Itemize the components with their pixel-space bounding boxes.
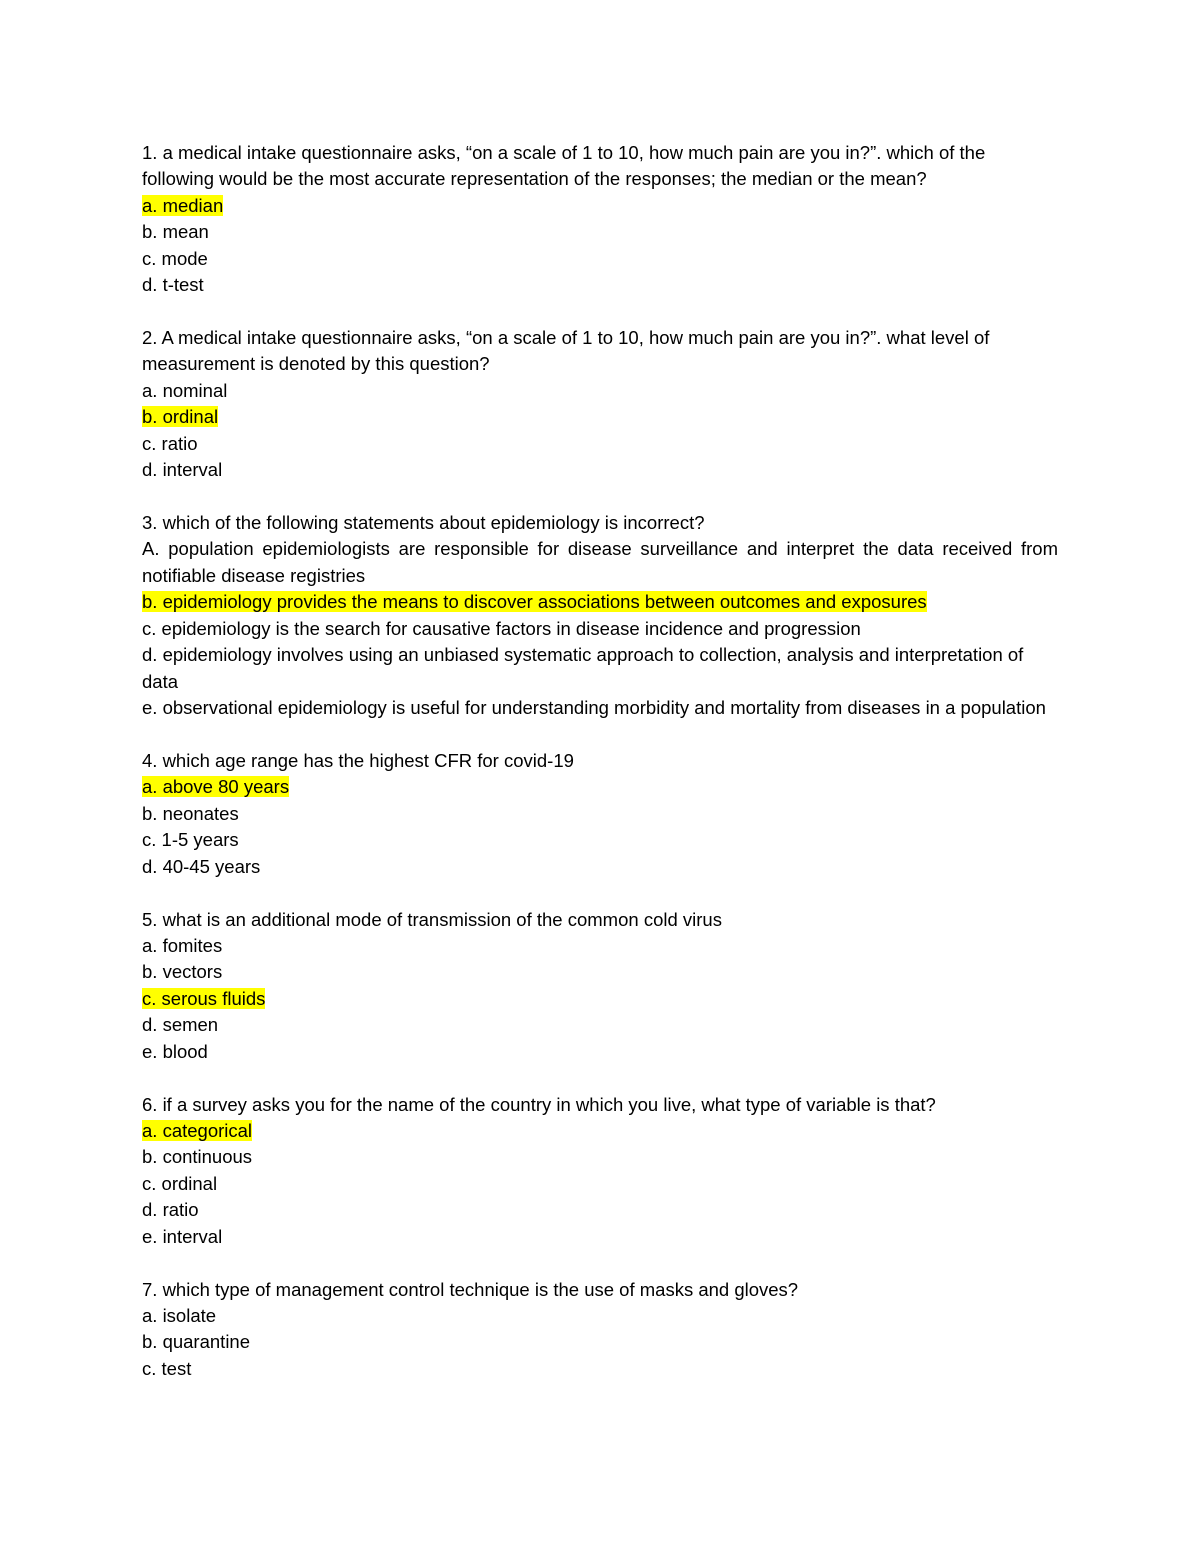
question-stem: 6. if a survey asks you for the name of the country in which you live, what type of variable is that? [142,1093,936,1115]
answer-option: c. epidemiology is the search for causative factors in disease incidence and progression [142,617,861,639]
question-stem: 3. which of the following statements about epidemiology is incorrect? [142,512,705,534]
answer-option: a. isolate [142,1305,217,1326]
answer-option: e. blood [142,1040,208,1062]
question-stem: 4. which age range has the highest CFR for covid-19 [142,749,574,771]
answer-option: c. ordinal [142,1172,218,1194]
answer-option: c. 1-5 years [142,829,239,851]
highlighted-answer: b. epidemiology provides the means to discover associations between outcomes and exposures [142,591,927,613]
answer-option [142,774,1058,800]
question-5 [142,907,1058,1065]
highlighted-answer: c. serous fluids [142,987,266,1009]
answer-option: A. population epidemiologists are responsible for disease surveillance and interpret the data received from notifiable disease registries [142,538,1058,586]
answer-option: e. interval [142,1225,223,1247]
answer-option: b. quarantine [142,1331,251,1353]
answer-option [142,986,1058,1012]
highlighted-answer: a. above 80 years [142,776,290,798]
answer-option: b. mean [142,221,209,243]
answer-option: e. observational epidemiology is useful for understanding morbidity and mortality from diseases in a population [142,696,1046,718]
answer-option: d. 40-45 years [142,855,261,877]
highlighted-answer: a. median [142,194,224,216]
answer-option: d. ratio [142,1199,199,1221]
question-stem: 7. which type of management control technique is the use of masks and gloves? [142,1278,799,1300]
answer-option: d. semen [142,1014,219,1036]
answer-option: c. test [142,1357,192,1379]
question-stem: 1. a medical intake questionnaire asks, “on a scale of 1 to 10, how much pain are you in?”. which of the following would be the most accurate representation of the responses; the median or the mean? [142,142,986,190]
question-7 [142,1277,1058,1383]
answer-option: b. vectors [142,961,223,983]
question-stem: 2. A medical intake questionnaire asks, “on a scale of 1 to 10, how much pain are you in?”. what level of measurement is denoted by this question? [142,327,990,375]
answer-option [142,1118,1058,1144]
answer-option: b. continuous [142,1146,253,1168]
answer-option: a. fomites [142,934,223,956]
question-stem: 5. what is an additional mode of transmission of the common cold virus [142,908,722,930]
question-2 [142,325,1058,483]
answer-option: d. epidemiology involves using an unbiased systematic approach to collection, analysis and interpretation of data [142,644,1024,692]
answer-option: c. ratio [142,432,198,454]
answer-option: d. t-test [142,274,204,296]
question-6 [142,1092,1058,1250]
question-3 [142,510,1058,721]
answer-option: d. interval [142,459,223,481]
answer-option: c. mode [142,247,208,269]
answer-option [142,589,1058,615]
highlighted-answer: b. ordinal [142,406,219,428]
answer-option: b. neonates [142,802,239,824]
answer-option: a. nominal [142,379,228,401]
document-page [142,140,1058,1409]
highlighted-answer: a. categorical [142,1119,253,1141]
question-4 [142,748,1058,880]
answer-option [142,404,1058,430]
question-1 [142,140,1058,298]
answer-option [142,193,1058,219]
